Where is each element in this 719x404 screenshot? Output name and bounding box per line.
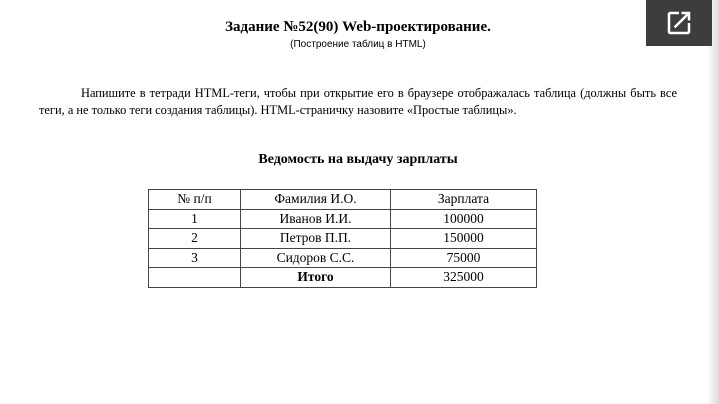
- assignment-subtitle: (Построение таблиц в HTML): [290, 39, 426, 50]
- page-edge-shadow: [707, 0, 719, 404]
- cell-number: 1: [149, 209, 241, 229]
- table-row: [149, 209, 537, 229]
- cell-number: 2: [149, 229, 241, 249]
- table-row: [149, 248, 537, 268]
- assignment-title: Задание №52(90) Web-проектирование.: [225, 19, 491, 35]
- cell-name: Петров П.П.: [241, 229, 391, 249]
- cell-name: Сидоров С.С.: [241, 248, 391, 268]
- table-total-row: [149, 268, 537, 288]
- cell-total-label: Итого: [241, 268, 391, 288]
- header-cell-number: № п/п: [149, 190, 241, 210]
- table-header-row: [149, 190, 537, 210]
- cell-salary: 75000: [391, 248, 537, 268]
- cell-total-empty: [149, 268, 241, 288]
- cell-salary: 150000: [391, 229, 537, 249]
- header-cell-name: Фамилия И.О.: [241, 190, 391, 210]
- task-description: Напишите в тетради HTML-теги, чтобы при открытие его в браузере отображалась таблица (должны быть все теги, а не только теги создания таблицы). HTML-страничку назовите «Простые таблицы».: [39, 86, 677, 117]
- cell-number: 3: [149, 248, 241, 268]
- header-cell-salary: Зарплата: [391, 190, 537, 210]
- table-title: Ведомость на выдачу зарплаты: [258, 152, 458, 167]
- table-row: [149, 229, 537, 249]
- cell-total-salary: 325000: [391, 268, 537, 288]
- cell-salary: 100000: [391, 209, 537, 229]
- cell-name: Иванов И.И.: [241, 209, 391, 229]
- salary-table: [148, 189, 537, 288]
